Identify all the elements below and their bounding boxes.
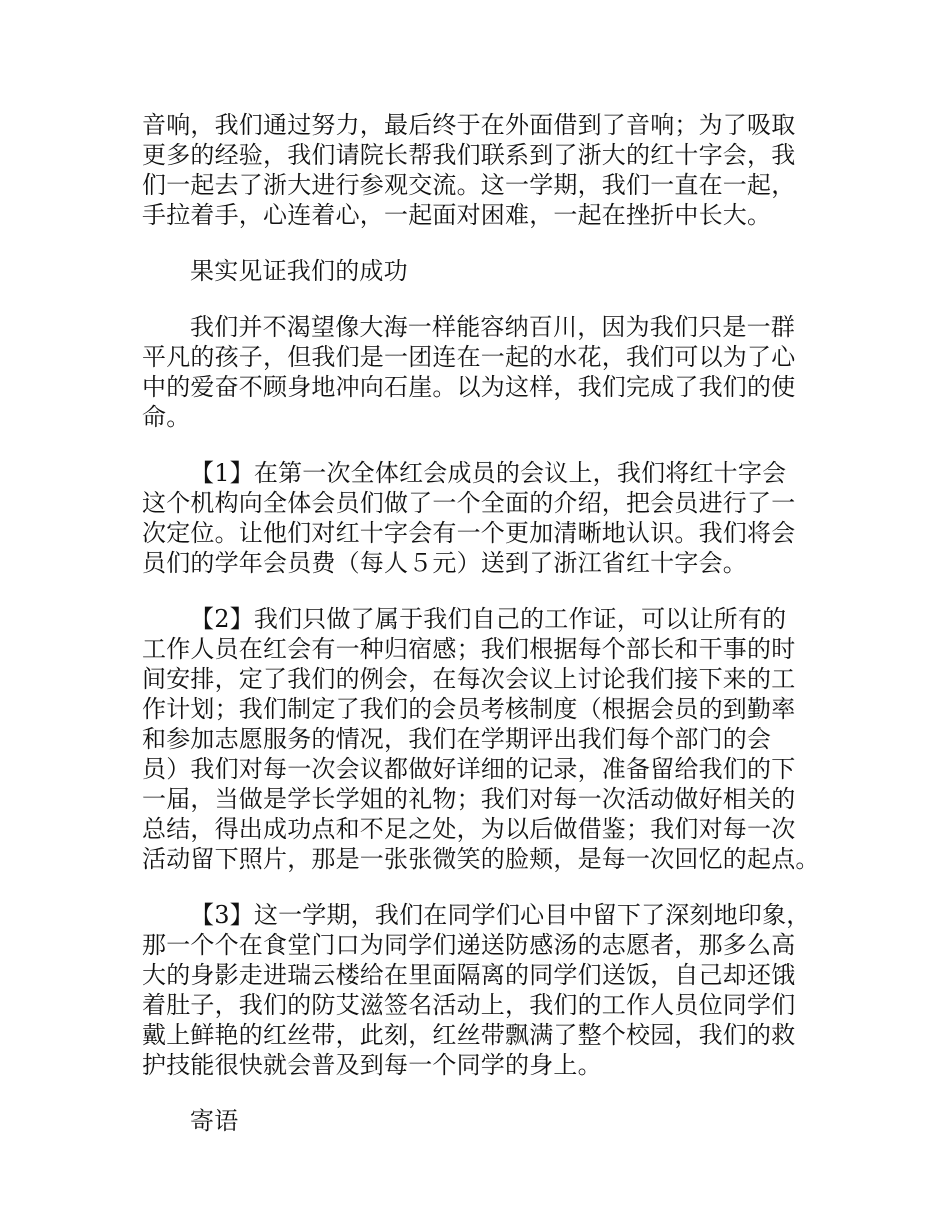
- paragraph-item-3: [142, 900, 842, 1080]
- text-line: 【2】我们只做了属于我们自己的工作证，可以让所有的: [190, 605, 787, 633]
- text-line: 工作人员在红会有一种归宿感；我们根据每个部长和干事的时: [142, 635, 796, 663]
- text-line: 和参加志愿服务的情况，我们在学期评出我们每个部门的会: [142, 725, 772, 753]
- text-line: 次定位。让他们对红十字会有一个更加清晰地认识。我们将会: [142, 519, 796, 547]
- text-line: 【3】这一学期，我们在同学们心目中留下了深刻地印象，: [190, 901, 811, 929]
- text-line: 那一个个在食堂门口为同学们递送防感汤的志愿者，那多么高: [142, 931, 796, 959]
- text-line: 总结，得出成功点和不足之处，为以后做借鉴；我们对每一次: [142, 815, 796, 843]
- section-heading-success: 果实见证我们的成功: [190, 257, 408, 285]
- paragraph-item-1: [142, 458, 842, 578]
- text-line: 手拉着手，心连着心，一起面对困难，一起在挫折中长大。: [142, 201, 772, 229]
- document-body: [142, 110, 842, 1136]
- section-heading-message: 寄语: [190, 1107, 239, 1135]
- paragraph-mission: [142, 312, 842, 432]
- text-line: 【1】在第一次全体红会成员的会议上，我们将红十字会: [190, 459, 787, 487]
- text-line: 命。: [142, 403, 191, 431]
- text-line: 活动留下照片，那是一张张微笑的脸颊，是每一次回忆的起点。: [142, 845, 820, 873]
- text-line: 一届，当做是学长学姐的礼物；我们对每一次活动做好相关的: [142, 785, 796, 813]
- text-line: 大的身影走进瑞云楼给在里面隔离的同学们送饭，自己却还饿: [142, 961, 796, 989]
- text-line: 员们的学年会员费（每人５元）送到了浙江省红十字会。: [142, 549, 747, 577]
- text-line: 戴上鲜艳的红丝带，此刻，红丝带飘满了整个校园，我们的救: [142, 1021, 796, 1049]
- paragraph-item-2: [142, 604, 842, 874]
- text-line: 中的爱奋不顾身地冲向石崖。以为这样，我们完成了我们的使: [142, 373, 796, 401]
- text-line: 护技能很快就会普及到每一个同学的身上。: [142, 1051, 602, 1079]
- text-line: 着肚子，我们的防艾滋签名活动上，我们的工作人员位同学们: [142, 991, 796, 1019]
- text-line: 平凡的孩子，但我们是一团连在一起的水花，我们可以为了心: [142, 343, 796, 371]
- text-line: 们一起去了浙大进行参观交流。这一学期，我们一直在一起，: [142, 171, 796, 199]
- text-line: 作计划；我们制定了我们的会员考核制度（根据会员的到勤率: [142, 695, 796, 723]
- text-line: 音响，我们通过努力，最后终于在外面借到了音响；为了吸取: [142, 111, 796, 139]
- paragraph-continuation: [142, 110, 842, 230]
- text-line: 这个机构向全体会员们做了一个全面的介绍，把会员进行了一: [142, 489, 796, 517]
- text-line: 间安排，定了我们的例会，在每次会议上讨论我们接下来的工: [142, 665, 796, 693]
- text-line: 我们并不渴望像大海一样能容纳百川，因为我们只是一群: [190, 313, 795, 341]
- text-line: 更多的经验，我们请院长帮我们联系到了浙大的红十字会，我: [142, 141, 796, 169]
- text-line: 员）我们对每一次会议都做好详细的记录，准备留给我们的下: [142, 755, 796, 783]
